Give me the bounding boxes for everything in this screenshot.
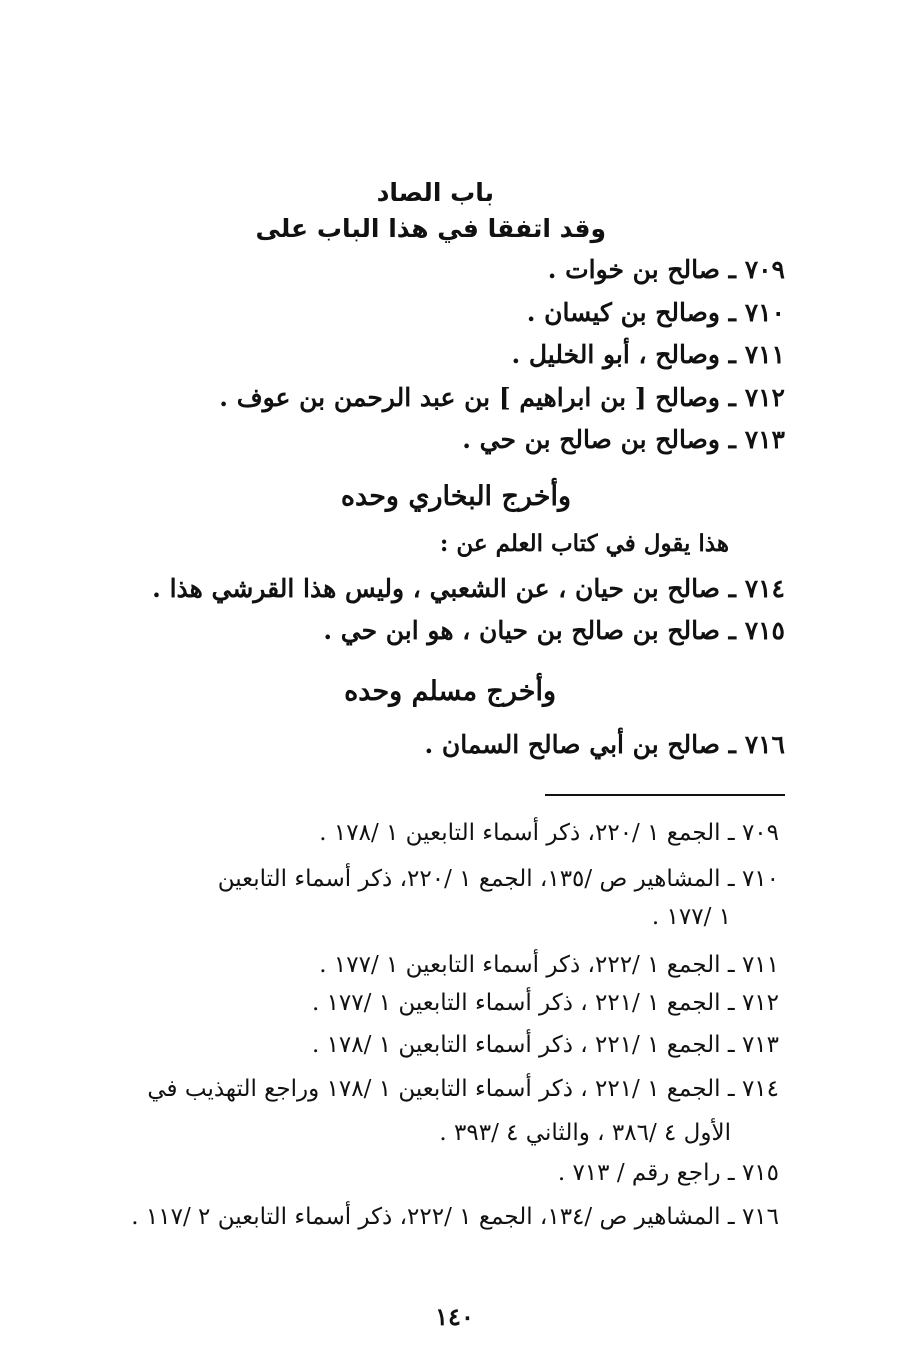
- footnote-713: ٧١٣ ـ الجمع ١ /٢٢١ ، ذكر أسماء التابعين ١ /١٧٨ .: [311, 1032, 779, 1058]
- page-number: ١٤٠: [435, 1302, 474, 1331]
- entry-716: ٧١٦ ـ صالح بن أبي صالح السمان .: [424, 730, 785, 759]
- footnote-710-line2: ١ /١٧٧ .: [651, 904, 731, 930]
- chapter-subtitle: وقد اتفقا في هذا الباب على: [255, 214, 606, 243]
- bukhari-note: هذا يقول في كتاب العلم عن :: [439, 530, 729, 557]
- footnote-712: ٧١٢ ـ الجمع ١ /٢٢١ ، ذكر أسماء التابعين ١ /١٧٧ .: [311, 990, 779, 1016]
- footnote-separator: [545, 794, 785, 796]
- footnote-710-line1: ٧١٠ ـ المشاهير ص /١٣٥، الجمع ١ /٢٢٠، ذكر أسماء التابعين: [217, 866, 779, 892]
- footnote-714-line2: الأول ٤ /٣٨٦ ، والثاني ٤ /٣٩٣ .: [439, 1120, 731, 1146]
- muslim-heading: وأخرج مسلم وحده: [344, 676, 556, 707]
- entry-712: ٧١٢ ـ وصالح [ بن ابراهيم ] بن عبد الرحمن بن عوف .: [219, 383, 785, 412]
- footnote-709: ٧٠٩ ـ الجمع ١ /٢٢٠، ذكر أسماء التابعين ١ /١٧٨ .: [319, 820, 779, 846]
- footnote-714-line1: ٧١٤ ـ الجمع ١ /٢٢١ ، ذكر أسماء التابعين ١ /١٧٨ وراجع التهذيب في: [147, 1076, 779, 1102]
- bukhari-heading: وأخرج البخاري وحده: [340, 481, 571, 512]
- footnote-716: ٧١٦ ـ المشاهير ص /١٣٤، الجمع ١ /٢٢٢، ذكر أسماء التابعين ٢ /١١٧ .: [131, 1204, 779, 1230]
- footnote-715: ٧١٥ ـ راجع رقم / ٧١٣ .: [557, 1160, 779, 1186]
- footnote-711: ٧١١ ـ الجمع ١ /٢٢٢، ذكر أسماء التابعين ١ /١٧٧ .: [319, 952, 779, 978]
- entry-710: ٧١٠ ـ وصالح بن كيسان .: [526, 298, 785, 327]
- entry-715: ٧١٥ ـ صالح بن صالح بن حيان ، هو ابن حي .: [323, 616, 785, 645]
- entry-711: ٧١١ ـ وصالح ، أبو الخليل .: [511, 340, 785, 369]
- entry-713: ٧١٣ ـ وصالح بن صالح بن حي .: [462, 425, 785, 454]
- entry-714: ٧١٤ ـ صالح بن حيان ، عن الشعبي ، وليس هذا القرشي هذا .: [152, 574, 785, 603]
- chapter-title: باب الصاد: [376, 178, 494, 207]
- entry-709: ٧٠٩ ـ صالح بن خوات .: [547, 255, 785, 284]
